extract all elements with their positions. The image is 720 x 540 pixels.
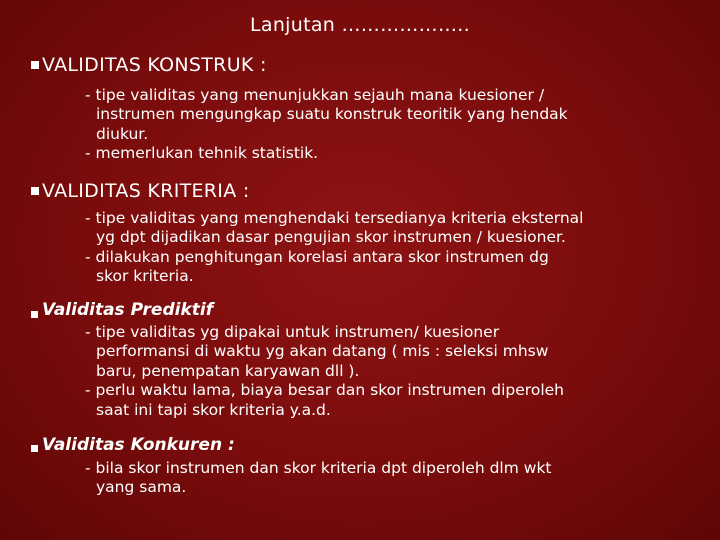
bullet-square-icon (31, 445, 38, 452)
section-body-konstruk (85, 86, 685, 164)
section-heading-prediktif: Validitas Prediktif (42, 300, 214, 320)
body-line: - tipe validitas yang menghendaki tersedianya kriteria eksternal (85, 209, 584, 227)
section-heading-konstruk: VALIDITAS KONSTRUK : (42, 54, 267, 76)
body-line: yg dpt dijadikan dasar pengujian skor instrumen / kuesioner. (96, 228, 566, 247)
body-line: - tipe validitas yang menunjukkan sejauh mana kuesioner / (85, 86, 545, 104)
body-line: instrumen mengungkap suatu konstruk teoritik yang hendak (96, 105, 568, 124)
body-line: - memerlukan tehnik statistik. (85, 144, 319, 163)
body-line: yang sama. (96, 478, 187, 497)
bullet-square-icon (31, 187, 39, 195)
body-line: baru, penempatan karyawan dll ). (96, 361, 360, 380)
body-line: - dilakukan penghitungan korelasi antara skor instrumen dg (85, 247, 549, 266)
section-body-prediktif (85, 323, 685, 420)
body-line: diukur. (96, 124, 149, 143)
body-line: skor kriteria. (96, 267, 194, 286)
section-body-kriteria (85, 209, 685, 287)
section-body-konkuren (85, 459, 685, 498)
bullet-square-icon (31, 61, 39, 69)
section-heading-kriteria: VALIDITAS KRITERIA : (42, 180, 250, 202)
slide-title: Lanjutan ……………….. (250, 14, 470, 36)
section-heading-konkuren: Validitas Konkuren : (42, 435, 235, 455)
body-line: - tipe validitas yg dipakai untuk instrumen/ kuesioner (85, 323, 500, 341)
body-line: saat ini tapi skor kriteria y.a.d. (96, 400, 331, 419)
body-line: performansi di waktu yg akan datang ( mis : seleksi mhsw (96, 342, 549, 361)
body-line: - bila skor instrumen dan skor kriteria dpt diperoleh dlm wkt (85, 459, 552, 477)
body-line: - perlu waktu lama, biaya besar dan skor instrumen diperoleh (85, 381, 564, 400)
bullet-square-icon (31, 311, 38, 318)
